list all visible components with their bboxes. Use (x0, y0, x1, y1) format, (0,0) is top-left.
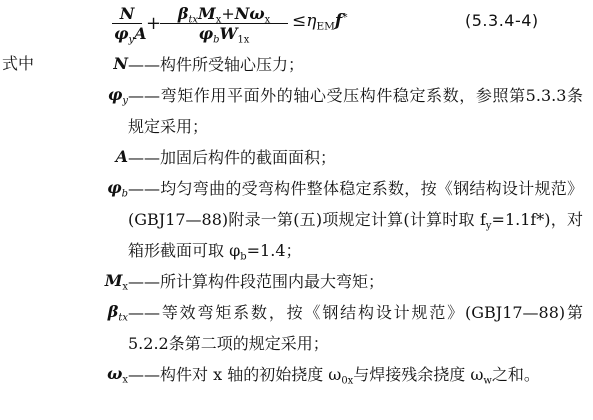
definition-text: ——等效弯矩系数，按《钢结构设计规范》(GBJ17—88)第5.2.2条第二项的规定采用； (128, 303, 583, 353)
definition-text: ——构件所受轴心压力； (128, 55, 305, 74)
fraction-numerator: N (112, 4, 142, 24)
definition-symbol: N (113, 54, 128, 73)
formula-right-side: $\le\eta_{EM}f^*$ (292, 11, 348, 33)
fraction-denominator: $\varphi_yA$ (114, 24, 147, 46)
definition-text: ——弯矩作用平面外的轴心受压构件稳定系数，参照第5.3.3条规定采用； (128, 86, 583, 136)
definition-symbol: A (115, 147, 128, 166)
definition-symbol: $\varphi_y$ (107, 85, 128, 107)
definition-text: ——构件对 x 轴的初始挠度 $\omega_{0x}$与焊接残余挠度 $\omega_w$之和。 (128, 365, 540, 387)
fraction-numerator: $\beta_{tx}M_x+N\omega_x$ (160, 4, 288, 24)
definition-symbol: $\beta_{tx}$ (107, 302, 128, 324)
definition-text: ——所计算构件段范围内最大弯矩； (128, 272, 385, 291)
equation-number: (5.3.4-4) (465, 11, 539, 30)
definition-text: ——加固后构件的截面面积； (128, 148, 337, 167)
fraction-denominator: $\varphi_bW_{1x}$ (198, 24, 250, 46)
definition-text: ——均匀弯曲的受弯构件整体稳定系数，按《钢结构设计规范》(GBJ17—88)附录一第(五)项规定计算(计算时取 $f_y=1.1f*$)，对箱形截面可取 $\varphi_b=1.4$； (128, 179, 583, 263)
definition-symbol: $\omega_x$ (107, 364, 128, 386)
definition-symbol: $\varphi_b$ (107, 178, 128, 200)
lead-label: 式中 (2, 54, 35, 73)
definition-symbol: $M_x$ (104, 271, 128, 293)
plus-sign: + (146, 13, 162, 34)
